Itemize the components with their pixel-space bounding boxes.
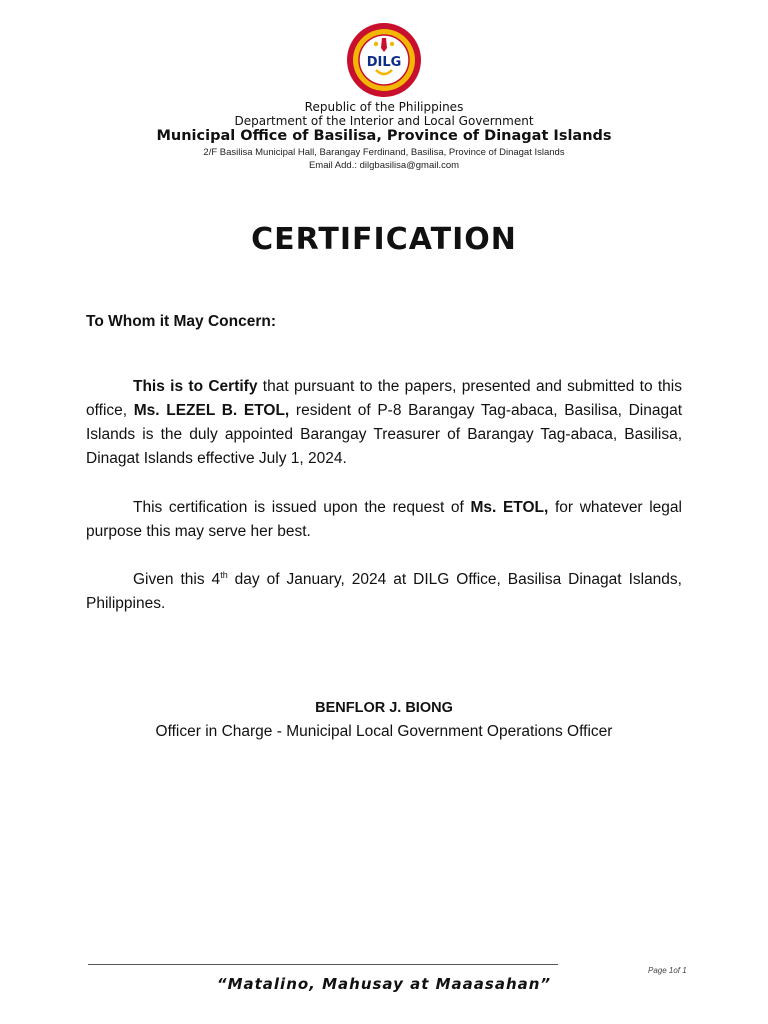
paragraph-text: that pursuant to the papers, presented and submitted to this office, [86,378,682,419]
certified-person-name: Ms. LEZEL B. ETOL, [133,402,290,419]
paragraph-text: resident of P-8 Barangay Tag-abaca, Basilisa, Dinagat Islands is the duly appointed Barangay Treasurer of Barangay Tag-abaca, Basilisa, Dinagat Islands effective July 1, 2024. [86,402,682,467]
logo-text: DILG [366,55,402,70]
email-label: Email Add.: [308,160,357,171]
header-address: 2/F Basilisa Municipal Hall, Barangay Ferdinand, Basilisa, Province of Dinagat Islands [203,147,565,158]
paragraph-request [86,496,682,544]
page-number: Page 1of 1 [648,966,687,975]
paragraph-text: Given this 4 [133,571,221,588]
requester-name: Ms. ETOL, [470,499,549,516]
header-email-line [0,160,768,171]
footer-motto: “Matalino, Mahusay at Maaasahan” [216,975,552,993]
certify-intro: This is to Certify [133,378,258,395]
ordinal-suffix: th [220,569,228,580]
paragraph-text: This certification is issued upon the request of [133,499,471,516]
header-office: Municipal Office of Basilisa, Province of Dinagat Islands [156,128,612,144]
email-address: dilgbasilisa@gmail.com [359,160,460,171]
dilg-logo [346,22,422,98]
paragraph-certify [86,375,682,471]
salutation: To Whom it May Concern: [86,313,277,330]
header-republic: Republic of the Philippines [304,100,464,114]
paragraph-given [86,568,682,616]
document-title: CERTIFICATION [251,222,517,257]
paragraph-text: day of January, 2024 at DILG Office, Basilisa Dinagat Islands, Philippines. [86,571,682,612]
signatory-position: Officer in Charge - Municipal Local Government Operations Officer [155,723,613,740]
paragraph-text: for whatever legal purpose this may serve her best. [86,499,682,540]
header-department: Department of the Interior and Local Government [234,114,534,128]
footer-divider [88,964,558,965]
signatory-name: BENFLOR J. BIONG [315,700,453,716]
